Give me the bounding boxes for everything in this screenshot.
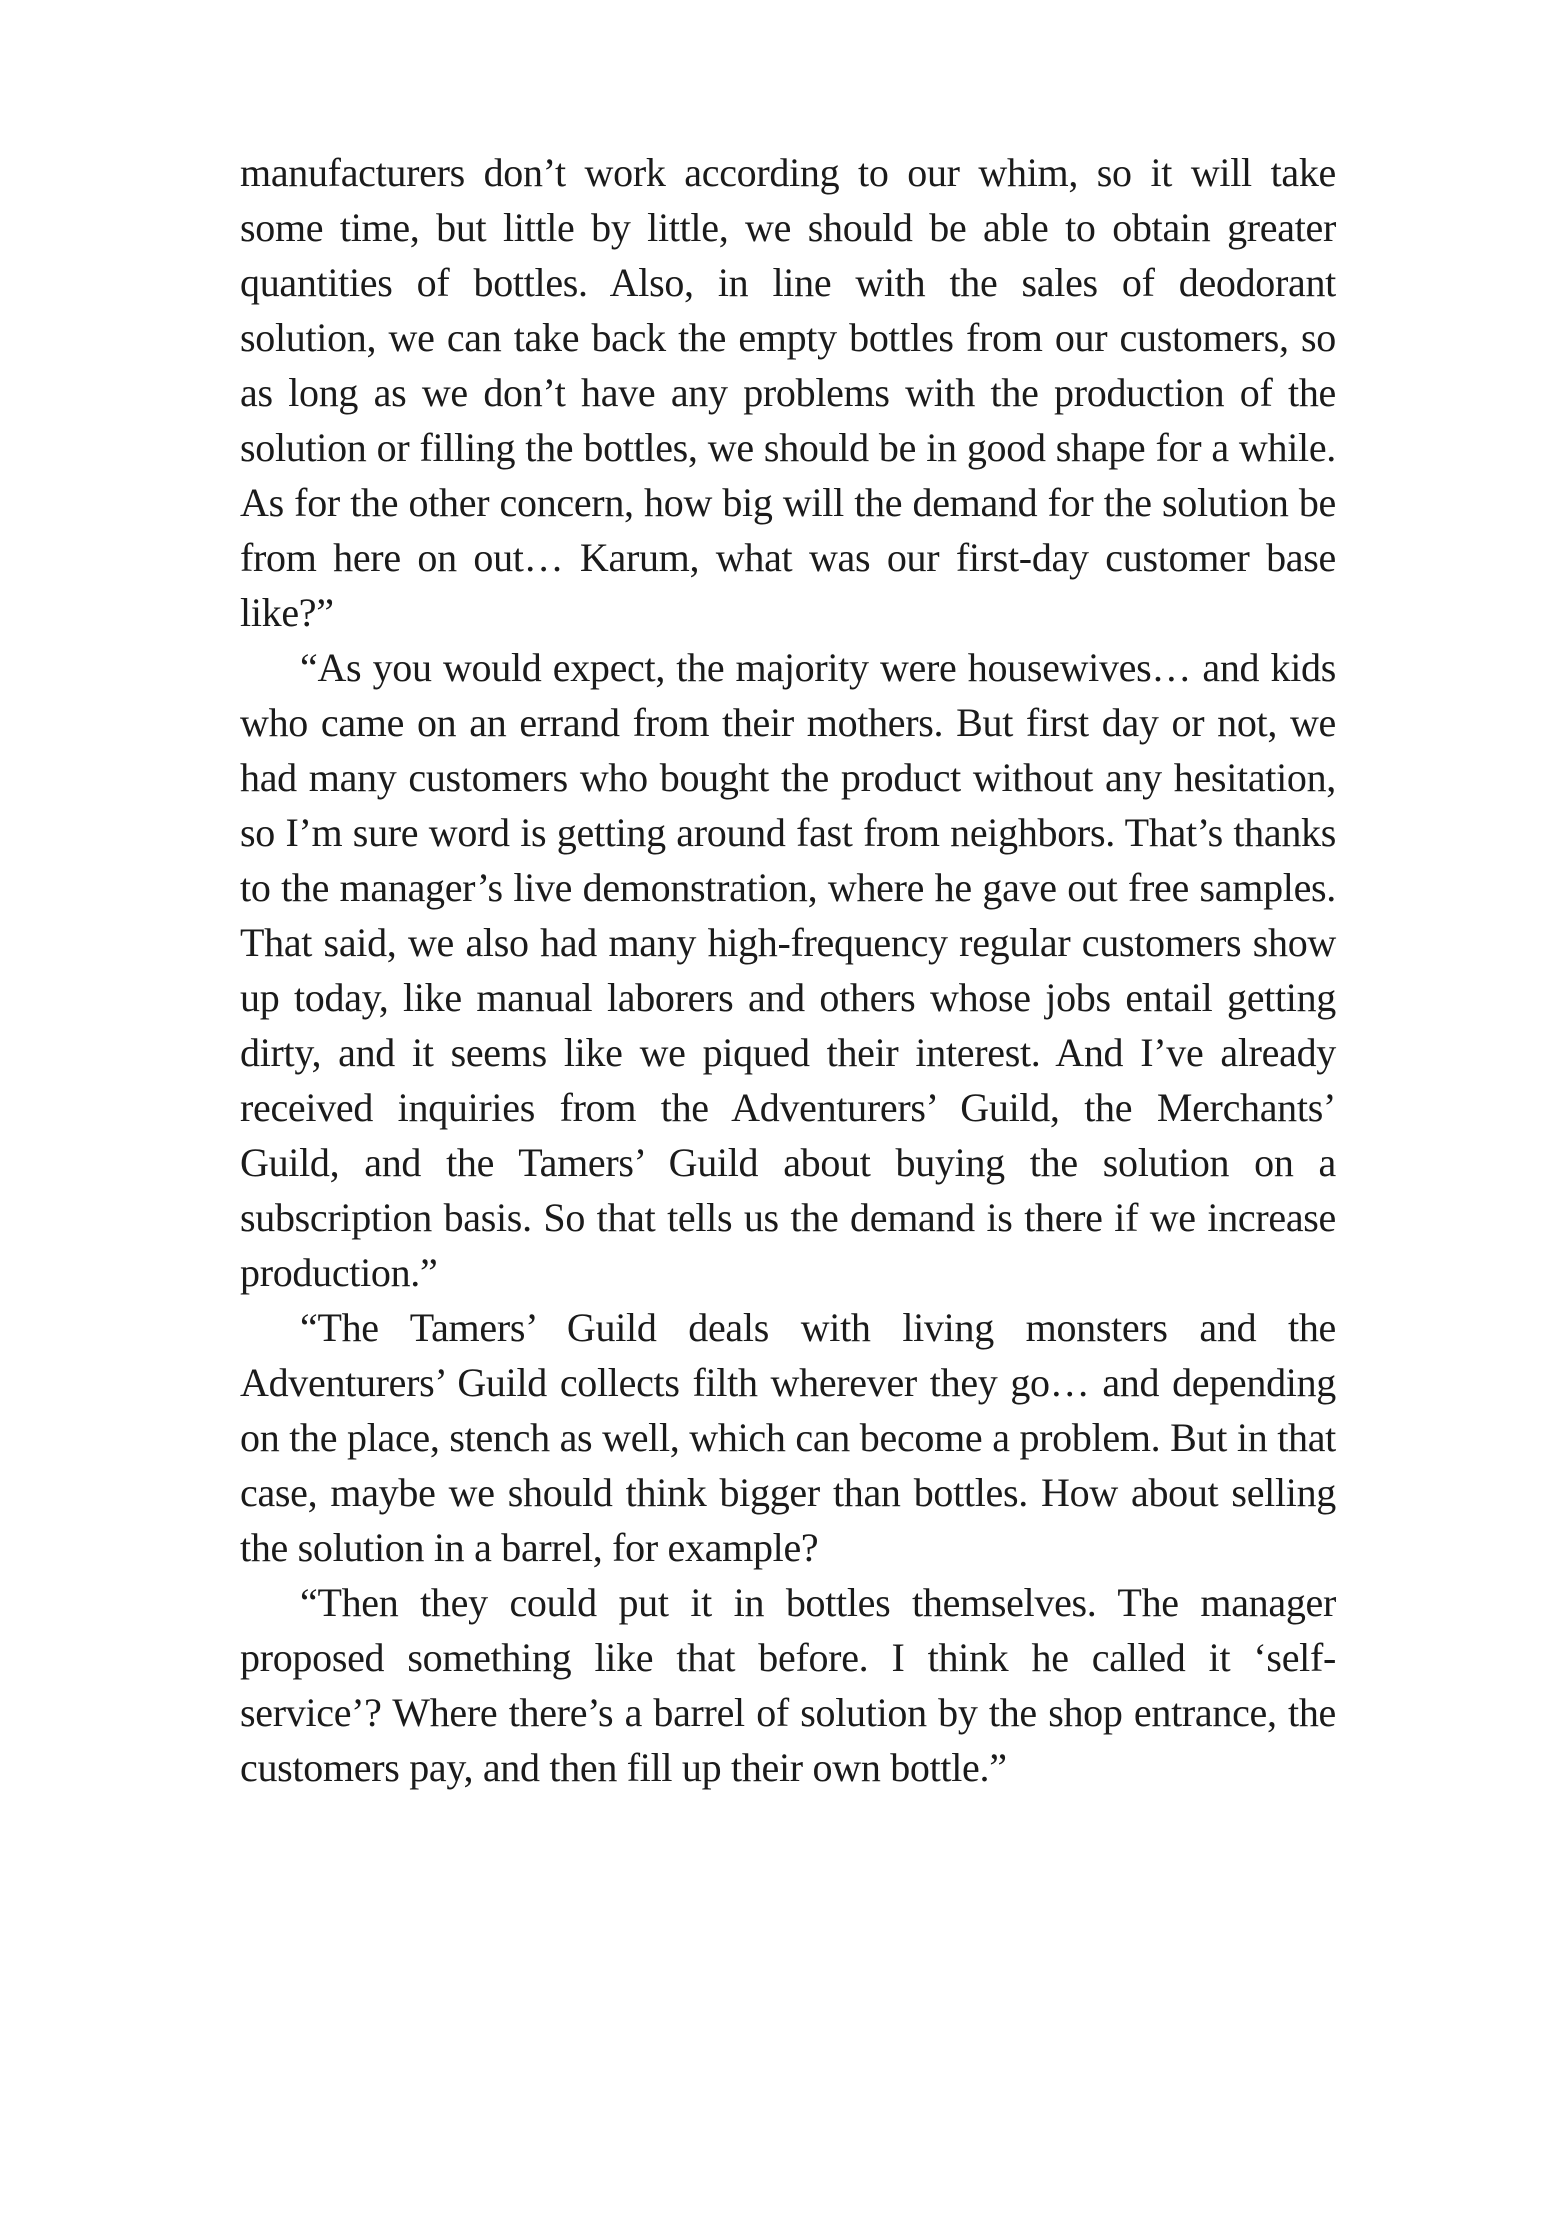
paragraph-continuation: manufacturers don’t work according to our whim, so it will take some time, but little by little, we should be able to obtain greater quantities of bottles. Also, in line with the sales of deodorant solution, we can take back the empty bottles from our customers, so as long as we don’t have any problems with the production of the solution or filling the bottles, we should be in good shape for a while. As for the other concern, how big will the demand for the solution be from here on out… Karum, what was our first-day customer base like?” [240,150,1336,635]
paragraph-dialogue-karum: “As you would expect, the majority were housewives… and kids who came on an errand from their mothers. But first day or not, we had many customers who bought the product without any hesitation, so I’m sure word is getting around fast from neighbors. That’s thanks to the manager’s live demonstration, where he gave out free samples. That said, we also had many high-frequency regular customers show up today, like manual laborers and others whose jobs entail getting dirty, and it seems like we piqued their interest. And I’ve already received inquiries from the Adventurers’ Guild, the Merchants’ Guild, and the Tamers’ Guild about buying the solution on a subscription basis. So that tells us the demand is there if we increase production.” [240,645,1336,1295]
paragraph-dialogue-self-service: “Then they could put it in bottles themselves. The manager proposed something like that before. I think he called it ‘self-service’? Where there’s a barrel of solution by the shop entrance, the customers pay, and then fill up their own bottle.” [240,1580,1336,1790]
paragraph-dialogue-reply: “The Tamers’ Guild deals with living monsters and the Adventurers’ Guild collects filth wherever they go… and depending on the place, stench as well, which can become a problem. But in that case, maybe we should think bigger than bottles. How about selling the solution in a barrel, for example? [240,1305,1336,1570]
